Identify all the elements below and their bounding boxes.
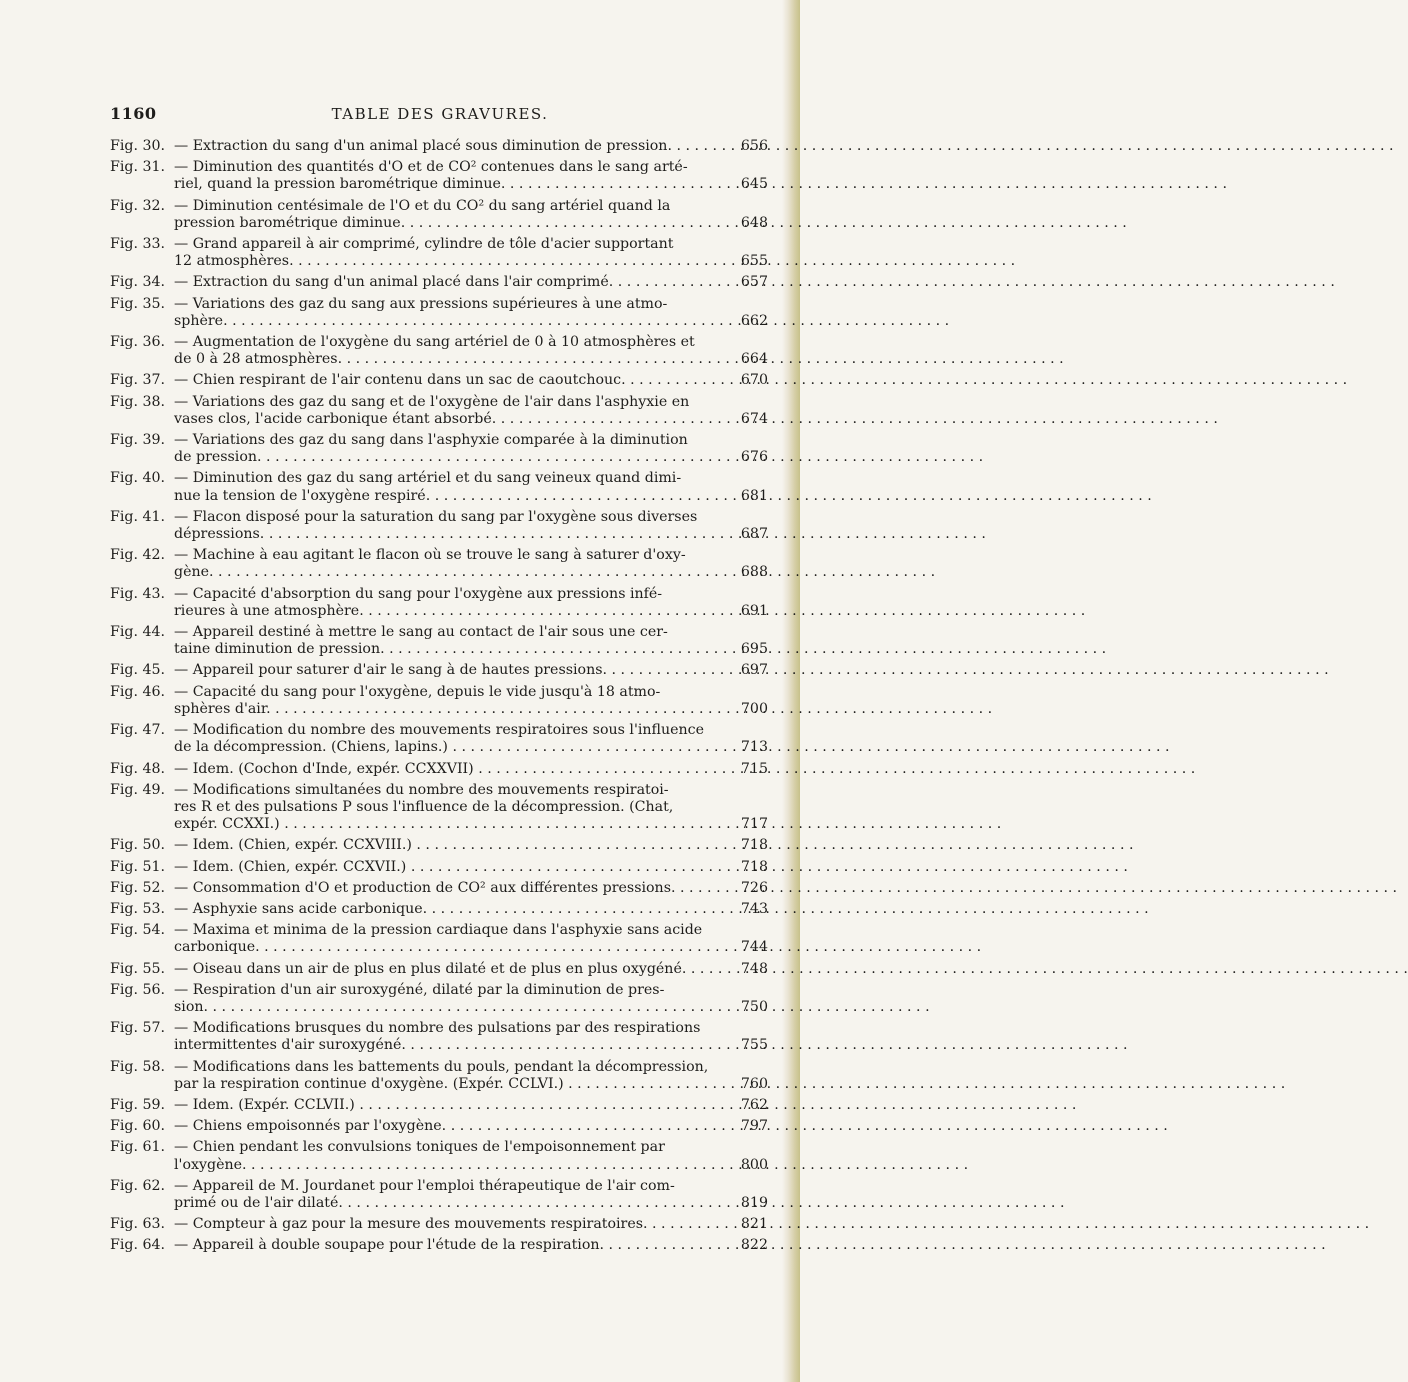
figure-caption xyxy=(174,1216,722,1233)
caption-line: — Capacité d'absorption du sang pour l'oxygène aux pressions infé- xyxy=(174,585,663,602)
page-header xyxy=(110,104,770,126)
page-ref: 713 xyxy=(740,739,768,756)
figure-label: Fig. 62. xyxy=(110,1177,166,1194)
figure-label: Fig. 59. xyxy=(110,1096,166,1113)
figure-caption xyxy=(174,274,722,291)
figure-label: Fig. 44. xyxy=(110,624,166,641)
toc-entry xyxy=(110,782,768,834)
caption-line: — Compteur à gaz pour la mesure des mouvements respiratoires. . . . xyxy=(186,1216,722,1233)
toc-entry xyxy=(110,236,768,270)
caption-line: sion. . . . xyxy=(186,999,722,1016)
figure-caption xyxy=(174,372,722,389)
toc-entry xyxy=(110,880,768,897)
caption-line: — Respiration d'un air suroxygéné, dilaté par la diminution de pres- xyxy=(174,981,665,998)
page-ref: 700 xyxy=(740,700,768,717)
table-of-figures xyxy=(110,138,768,1259)
toc-entry xyxy=(110,547,768,581)
page-ref: 760 xyxy=(740,1075,768,1092)
caption-line: — Idem. (Expér. CCLVII.) . . . xyxy=(186,1097,722,1114)
toc-entry xyxy=(110,296,768,330)
figure-caption xyxy=(174,296,722,330)
toc-entry xyxy=(110,837,768,854)
caption-line: dépressions. . . . xyxy=(186,526,722,543)
toc-entry xyxy=(110,901,768,918)
figure-label: Fig. 63. xyxy=(110,1216,166,1233)
figure-caption xyxy=(174,961,722,978)
figure-caption xyxy=(174,334,722,368)
figure-caption xyxy=(174,624,722,658)
figure-caption xyxy=(174,470,722,504)
caption-line: — Extraction du sang d'un animal placé dans l'air comprimé. . . . xyxy=(186,274,722,291)
figure-label: Fig. 55. xyxy=(110,960,166,977)
page-ref: 695 xyxy=(740,641,768,658)
figure-caption xyxy=(174,901,722,918)
page-ref: 744 xyxy=(740,939,768,956)
caption-line: 12 atmosphères. . . . xyxy=(186,253,722,270)
figure-label: Fig. 58. xyxy=(110,1058,166,1075)
figure-label: Fig. 57. xyxy=(110,1020,166,1037)
page-ref: 819 xyxy=(740,1194,768,1211)
figure-label: Fig. 40. xyxy=(110,470,166,487)
caption-line: — Diminution des quantités d'O et de CO² contenues dans le sang arté- xyxy=(174,159,688,176)
caption-line: sphères d'air. . . . xyxy=(186,701,722,718)
figure-label: Fig. 33. xyxy=(110,236,166,253)
page-ref: 762 xyxy=(740,1096,768,1113)
caption-line: — Asphyxie sans acide carbonique. . . . xyxy=(186,901,722,918)
caption-line: gène. . . . xyxy=(186,564,722,581)
page-ref: 755 xyxy=(740,1037,768,1054)
caption-line: taine diminution de pression. . . . xyxy=(186,641,722,658)
figure-caption xyxy=(174,432,722,466)
caption-line: — Consommation d'O et production de CO² aux différentes pressions. . . . xyxy=(186,880,722,897)
page-ref: 697 xyxy=(740,662,768,679)
toc-entry xyxy=(110,684,768,718)
toc-entry xyxy=(110,624,768,658)
figure-label: Fig. 47. xyxy=(110,722,166,739)
caption-line: pression barométrique diminue. . . . xyxy=(186,215,722,232)
figure-caption xyxy=(174,236,722,270)
caption-line: — Variations des gaz du sang aux pressions supérieures à une atmo- xyxy=(174,295,668,312)
toc-entry xyxy=(110,274,768,291)
page-edge xyxy=(782,0,800,1382)
page-ref: 664 xyxy=(740,351,768,368)
caption-line: riel, quand la pression barométrique diminue. . . . xyxy=(186,176,722,193)
toc-entry xyxy=(110,394,768,428)
figure-caption xyxy=(174,138,722,155)
page-ref: 800 xyxy=(740,1156,768,1173)
toc-entry xyxy=(110,372,768,389)
toc-entry xyxy=(110,586,768,620)
figure-caption xyxy=(174,922,722,956)
caption-line: — Variations des gaz du sang et de l'oxygène de l'air dans l'asphyxie en xyxy=(174,393,690,410)
figure-label: Fig. 36. xyxy=(110,334,166,351)
page-ref: 726 xyxy=(740,879,768,896)
toc-entry xyxy=(110,982,768,1016)
toc-entry xyxy=(110,1118,768,1135)
figure-label: Fig. 42. xyxy=(110,547,166,564)
figure-label: Fig. 45. xyxy=(110,662,166,679)
figure-caption xyxy=(174,782,722,834)
figure-label: Fig. 64. xyxy=(110,1237,166,1254)
figure-caption xyxy=(174,586,722,620)
page-ref: 750 xyxy=(740,998,768,1015)
page-ref: 718 xyxy=(740,837,768,854)
toc-entry xyxy=(110,1139,768,1173)
caption-line: — Modifications dans les battements du pouls, pendant la décompression, xyxy=(174,1058,709,1075)
caption-line: nue la tension de l'oxygène respiré. . . . xyxy=(186,488,722,505)
caption-line: par la respiration continue d'oxygène. (Expér. CCLVI.) . . . xyxy=(186,1076,722,1093)
caption-line: — Augmentation de l'oxygène du sang artériel de 0 à 10 atmosphères et xyxy=(174,334,695,351)
caption-line: — Maxima et minima de la pression cardiaque dans l'asphyxie sans acide xyxy=(174,922,703,939)
caption-line: — Appareil destiné à mettre le sang au contact de l'air sous une cer- xyxy=(174,624,668,641)
caption-line: — Chien respirant de l'air contenu dans un sac de caoutchouc. . . . xyxy=(186,372,722,389)
figure-label: Fig. 34. xyxy=(110,274,166,291)
caption-line: — Chien pendant les convulsions toniques de l'empoisonnement par xyxy=(174,1139,665,1156)
caption-line: — Appareil pour saturer d'air le sang à de hautes pressions. . . . xyxy=(186,662,722,679)
figure-label: Fig. 35. xyxy=(110,295,166,312)
figure-caption xyxy=(174,761,722,778)
figure-label: Fig. 53. xyxy=(110,900,166,917)
toc-entry xyxy=(110,198,768,232)
toc-entry xyxy=(110,1178,768,1212)
figure-caption xyxy=(174,1139,722,1173)
caption-line: — Variations des gaz du sang dans l'asphyxie comparée à la diminution xyxy=(174,432,688,449)
toc-entry xyxy=(110,859,768,876)
caption-line: — Idem. (Chien, expér. CCXVII.) . . . xyxy=(186,859,722,876)
figure-caption xyxy=(174,1020,722,1054)
figure-caption xyxy=(174,1237,722,1254)
page-ref: 681 xyxy=(740,487,768,504)
page-ref: 717 xyxy=(740,816,768,833)
figure-label: Fig. 54. xyxy=(110,922,166,939)
page-number: 1160 xyxy=(110,104,157,123)
page-ref: 821 xyxy=(740,1216,768,1233)
figure-caption xyxy=(174,159,722,193)
toc-entry xyxy=(110,922,768,956)
page-ref: 691 xyxy=(740,602,768,619)
caption-line: — Machine à eau agitant le flacon où se trouve le sang à saturer d'oxy- xyxy=(174,547,686,564)
figure-label: Fig. 50. xyxy=(110,837,166,854)
caption-line: carbonique. . . . xyxy=(186,939,722,956)
caption-line: — Grand appareil à air comprimé, cylindre de tôle d'acier supportant xyxy=(174,236,674,253)
page-ref: 662 xyxy=(740,312,768,329)
page-ref: 748 xyxy=(740,960,768,977)
caption-line: — Capacité du sang pour l'oxygène, depuis le vide jusqu'à 18 atmo- xyxy=(174,683,661,700)
page-ref: 743 xyxy=(740,900,768,917)
caption-line: — Modifications brusques du nombre des pulsations par des respirations xyxy=(174,1020,701,1037)
figure-label: Fig. 38. xyxy=(110,393,166,410)
figure-label: Fig. 61. xyxy=(110,1139,166,1156)
toc-entry xyxy=(110,662,768,679)
caption-line: — Oiseau dans un air de plus en plus dilaté et de plus en plus oxygéné. . . . xyxy=(186,961,722,978)
figure-label: Fig. 52. xyxy=(110,879,166,896)
caption-line: — Appareil de M. Jourdanet pour l'emploi thérapeutique de l'air com- xyxy=(174,1177,675,1194)
toc-entry xyxy=(110,1237,768,1254)
caption-line: primé ou de l'air dilaté. . . . xyxy=(186,1195,722,1212)
caption-line: — Appareil à double soupape pour l'étude de la respiration. . . . xyxy=(186,1237,722,1254)
figure-caption xyxy=(174,859,722,876)
figure-caption xyxy=(174,722,722,756)
page-ref: 670 xyxy=(740,372,768,389)
figure-label: Fig. 30. xyxy=(110,138,166,154)
figure-label: Fig. 46. xyxy=(110,683,166,700)
caption-line: res R et des pulsations P sous l'influence de la décompression. (Chat, xyxy=(174,798,674,815)
toc-entry xyxy=(110,432,768,466)
toc-entry xyxy=(110,470,768,504)
caption-line: — Modification du nombre des mouvements respiratoires sous l'influence xyxy=(174,722,705,739)
caption-line: — Diminution des gaz du sang artériel et du sang veineux quand dimi- xyxy=(174,470,682,487)
page-ref: 676 xyxy=(740,449,768,466)
figure-caption xyxy=(174,1097,722,1114)
figure-caption xyxy=(174,662,722,679)
caption-line: — Extraction du sang d'un animal placé sous diminution de pression. . . . xyxy=(186,138,722,155)
figure-caption xyxy=(174,1118,722,1135)
page-ref: 657 xyxy=(740,274,768,291)
toc-entry xyxy=(110,159,768,193)
figure-caption xyxy=(174,684,722,718)
caption-line: l'oxygène. . . . xyxy=(186,1157,722,1174)
toc-entry xyxy=(110,1216,768,1233)
figure-label: Fig. 37. xyxy=(110,372,166,389)
caption-line: — Diminution centésimale de l'O et du CO² du sang artériel quand la xyxy=(174,197,671,214)
figure-label: Fig. 32. xyxy=(110,197,166,214)
page-ref: 687 xyxy=(740,526,768,543)
page-ref: 648 xyxy=(740,214,768,231)
caption-line: rieures à une atmosphère. . . . xyxy=(186,603,722,620)
toc-entry xyxy=(110,722,768,756)
toc-entry xyxy=(110,1097,768,1114)
caption-line: de pression. . . . xyxy=(186,449,722,466)
toc-entry xyxy=(110,961,768,978)
figure-label: Fig. 41. xyxy=(110,508,166,525)
caption-line: intermittentes d'air suroxygéné. . . . xyxy=(186,1037,722,1054)
figure-caption xyxy=(174,1059,722,1093)
page-ref: 718 xyxy=(740,858,768,875)
figure-label: Fig. 60. xyxy=(110,1118,166,1135)
page-ref: 645 xyxy=(740,176,768,193)
figure-caption xyxy=(174,880,722,897)
page-ref: 656 xyxy=(740,138,768,154)
caption-line: — Idem. (Chien, expér. CCXVIII.) . . . xyxy=(186,837,722,854)
figure-label: Fig. 56. xyxy=(110,981,166,998)
page-ref: 674 xyxy=(740,410,768,427)
figure-caption xyxy=(174,547,722,581)
caption-line: — Modifications simultanées du nombre des mouvements respiratoi- xyxy=(174,781,669,798)
caption-line: — Flacon disposé pour la saturation du sang par l'oxygène sous diverses xyxy=(174,508,698,525)
caption-line: de 0 à 28 atmosphères. . . . xyxy=(186,351,722,368)
page-ref: 822 xyxy=(740,1237,768,1254)
toc-entry xyxy=(110,138,768,155)
running-title: TABLE DES GRAVURES. xyxy=(331,105,549,123)
page-ref: 655 xyxy=(740,253,768,270)
toc-entry xyxy=(110,761,768,778)
figure-caption xyxy=(174,394,722,428)
figure-label: Fig. 49. xyxy=(110,781,166,798)
figure-caption xyxy=(174,509,722,543)
caption-line: vases clos, l'acide carbonique étant absorbé. . . . xyxy=(186,411,722,428)
toc-entry xyxy=(110,509,768,543)
caption-line: expér. CCXXI.) . . . xyxy=(186,816,722,833)
figure-caption xyxy=(174,198,722,232)
figure-caption xyxy=(174,982,722,1016)
page-ref: 797 xyxy=(740,1118,768,1135)
figure-label: Fig. 51. xyxy=(110,858,166,875)
figure-caption xyxy=(174,1178,722,1212)
caption-line: sphère. . . . xyxy=(186,313,722,330)
toc-entry xyxy=(110,334,768,368)
figure-label: Fig. 43. xyxy=(110,585,166,602)
figure-label: Fig. 48. xyxy=(110,760,166,777)
caption-line: de la décompression. (Chiens, lapins.) . . . xyxy=(186,739,722,756)
figure-caption xyxy=(174,837,722,854)
figure-label: Fig. 31. xyxy=(110,159,166,176)
caption-line: — Idem. (Cochon d'Inde, expér. CCXXVII) . . . xyxy=(186,761,722,778)
page-ref: 688 xyxy=(740,564,768,581)
caption-line: — Chiens empoisonnés par l'oxygène. . . . xyxy=(186,1118,722,1135)
toc-entry xyxy=(110,1020,768,1054)
figure-label: Fig. 39. xyxy=(110,432,166,449)
page-ref: 715 xyxy=(740,760,768,777)
toc-entry xyxy=(110,1059,768,1093)
